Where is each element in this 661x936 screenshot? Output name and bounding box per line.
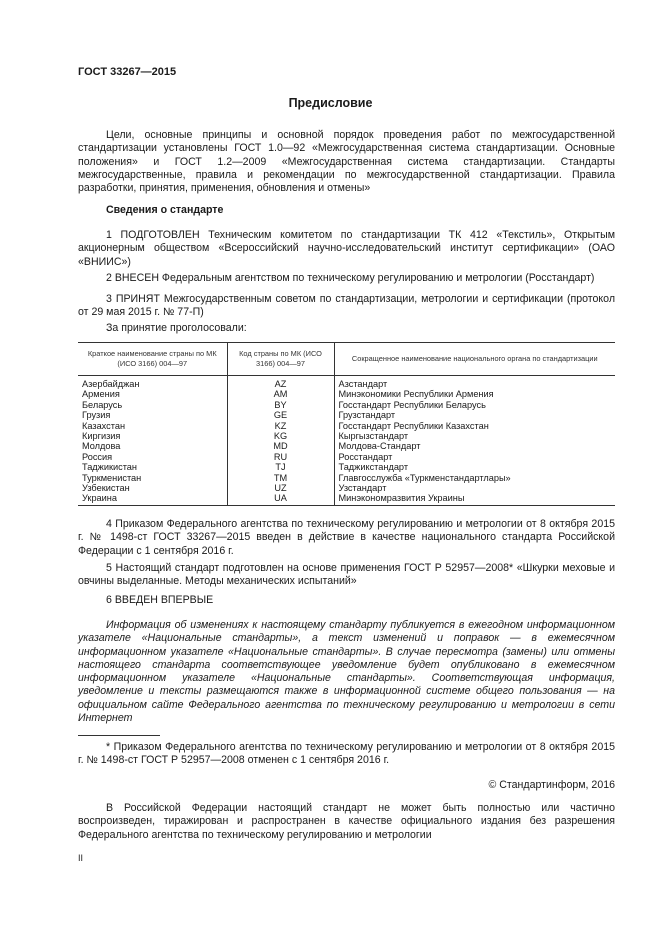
table-row [78,441,615,451]
country-cell: Казахстан [82,420,126,431]
body-cell: Главгосслужба «Туркменстандартлары» [334,473,615,483]
footnote: * Приказом Федерального агентства по техническому регулированию и метрологии от 8 октября 2015 г. № 1498-ст ГОСТ Р 52957—2008 отменен с 1 сентября 2016 г. [78,741,615,767]
body-cell: Узстандарт [334,483,615,493]
code-cell: GE [227,410,334,420]
body-cell: Минэкономразвития Украины [334,493,615,505]
document-code-header: ГОСТ 33267—2015 [78,66,177,78]
code-cell: MD [227,441,334,451]
table-row [78,431,615,441]
country-cell: Азербайджан [82,379,140,389]
header-country: Краткое наименование страны по МК (ИСО 3166) 004—97 [78,343,227,376]
code-cell: RU [227,452,334,462]
country-cell: Молдова [82,441,121,452]
intro-paragraph: Цели, основные принципы и основной порядок проведения работ по межгосударственной стандартизации установлены ГОСТ 1.0—92 «Межгосударственная система стандартизации. Основные положения» и ГОСТ 1.2—2009 «Межгосударственная система стандартизации. Стандарты межгосударственные, правила и рекомендации по межгосударственной стандартизации. Правила разработки, принятия, применения, обновления и отмены» [78,129,615,195]
code-cell: KG [227,431,334,441]
body-cell: Таджикстандарт [334,462,615,472]
item-6-introduced: 6 ВВЕДЕН ВПЕРВЫЕ [106,594,214,606]
table-row [78,400,615,410]
page-title: Предисловие [288,96,373,110]
country-cell: Россия [82,451,113,462]
table-row [78,421,615,431]
body-cell: Госстандарт Республики Беларусь [334,400,615,410]
code-cell: AM [227,389,334,399]
changes-information-note: Информация об изменениях к настоящему стандарту публикуется в ежегодном информационном указателе «Национальные стандарты», а текст изменений и поправок — в ежемесячном информационном указателе «Национальные стандарты». В случае пересмотра (замены) или отмены настоящего стандарта соответствующее уведомление будет опубликовано в ежемесячном информационном указателе «Национальные стандарты». Соответствующая информация, уведомление и тексты размещаются также в информационной системе общего пользования — на официальном сайте Федерального агентства по техническому регулированию и метрологии в сети Интернет [78,619,615,725]
item-5-basis: 5 Настоящий стандарт подготовлен на основе применения ГОСТ Р 52957—2008* «Шкурки меховые и овчины выделанные. Методы механических испытаний» [78,562,615,588]
footnote-separator [78,735,160,736]
code-cell: KZ [227,421,334,431]
header-body: Сокращенное наименование национального органа по стандартизации [334,343,615,376]
body-cell: Грузстандарт [334,410,615,420]
country-cell: Таджикистан [82,462,137,473]
item-2-submitted: 2 ВНЕСЕН Федеральным агентством по техническому регулированию и метрологии (Росстандарт) [106,272,595,284]
table-row [78,410,615,420]
item-4-order: 4 Приказом Федерального агентства по техническому регулированию и метрологии от 8 октября 2015 г. № 1498-ст ГОСТ 33267—2015 введен в действие в качестве национального стандарта Российской Федерации с 1 сентября 2016 г. [78,518,615,557]
table-row [78,462,615,472]
section-heading: Сведения о стандарте [106,204,224,216]
voting-countries-table [78,342,615,506]
table-row [78,473,615,483]
body-cell: Молдова-Стандарт [334,441,615,451]
country-cell: Армения [82,389,120,400]
table-row [78,493,615,505]
copyright-line: © Стандартинформ, 2016 [488,779,615,791]
body-cell: Минэкономики Республики Армения [334,389,615,399]
country-cell: Туркменистан [82,472,142,483]
code-cell: TJ [227,462,334,472]
page-number: II [78,853,84,863]
body-cell: Кыргызстандарт [334,431,615,441]
table-row [78,483,615,493]
country-cell: Беларусь [82,399,123,410]
country-cell: Киргизия [82,431,121,442]
body-cell: Азстандарт [334,376,615,390]
code-cell: UA [227,493,334,505]
item-3-adopted: 3 ПРИНЯТ Межгосударственным советом по стандартизации, метрологии и сертификации (протокол от 29 мая 2015 г. № 77-П) [78,293,615,319]
code-cell: AZ [227,376,334,390]
code-cell: UZ [227,483,334,493]
body-cell: Росстандарт [334,452,615,462]
reproduction-rights-notice: В Российской Федерации настоящий стандарт не может быть полностью или частично воспроизведен, тиражирован и распространен в качестве официального издания без разрешения Федерального агентства по техническому регулированию и метрологии [78,802,615,841]
table-row [78,389,615,399]
body-cell: Госстандарт Республики Казахстан [334,421,615,431]
country-cell: Украина [78,493,227,505]
country-cell: Узбекистан [82,483,130,494]
table-header-row [78,343,615,376]
table-row [78,376,615,390]
table-row [78,452,615,462]
country-cell: Грузия [82,410,111,421]
code-cell: TM [227,473,334,483]
vote-caption: За принятие проголосовали: [106,322,247,334]
header-code: Код страны по МК (ИСО 3166) 004—97 [227,343,334,376]
item-1-prepared: 1 ПОДГОТОВЛЕН Техническим комитетом по стандартизации ТК 412 «Текстиль», Открытым акционерным обществом «Всероссийский научно-исследовательский институт сертификации» (ОАО «ВНИИС») [78,229,615,268]
code-cell: BY [227,400,334,410]
